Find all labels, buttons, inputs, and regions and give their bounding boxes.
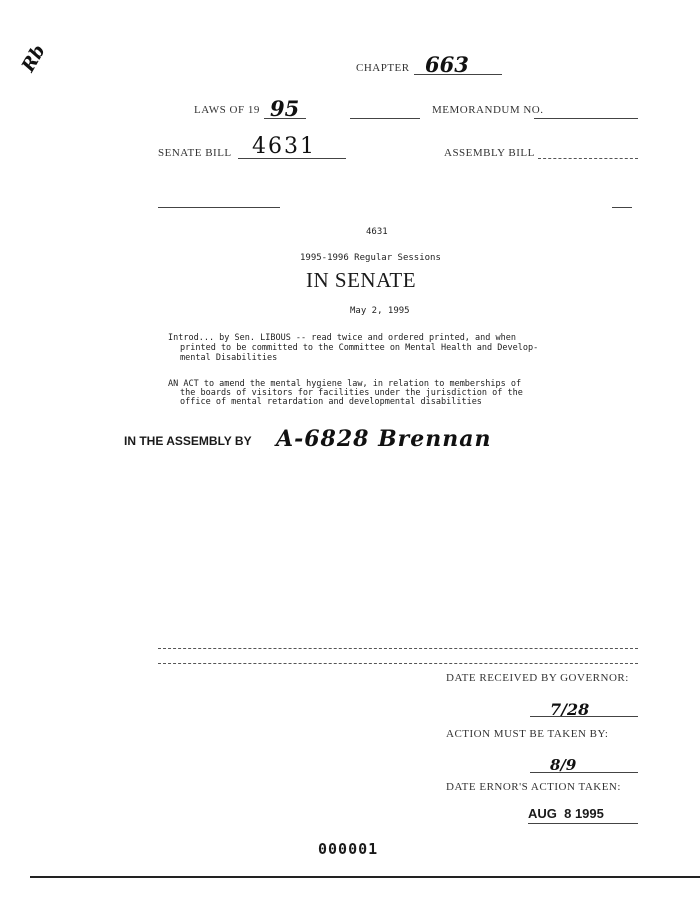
action-underline — [530, 772, 638, 773]
date-received-underline — [530, 716, 638, 717]
senate-bill-value: 4631 — [252, 134, 316, 159]
senate-bill-label: SENATE BILL — [158, 147, 232, 159]
assembly-bill-label: ASSEMBLY BILL — [444, 147, 535, 159]
assembly-handwritten: A-6828 Brennan — [276, 426, 492, 452]
intro-line-1: Introd... by Sen. LIBOUS -- read twice and ordered printed, and when — [168, 333, 516, 343]
action-label: ACTION MUST BE TAKEN BY: — [446, 728, 609, 740]
sessions: 1995-1996 Regular Sessions — [300, 253, 441, 263]
date-taken-value: AUG 8 1995 — [528, 806, 604, 821]
intro-line-2: printed to be committed to the Committee on Mental Health and Develop- — [180, 343, 539, 353]
act-line-3: office of mental retardation and developmental disabilities — [180, 397, 482, 407]
act-line-2: the boards of visitors for facilities under the jurisdiction of the — [180, 388, 523, 398]
chamber-title: IN SENATE — [306, 268, 417, 292]
date-received-value: 7/28 — [550, 700, 590, 719]
laws-label: LAWS OF 19 — [194, 104, 260, 116]
corner-mark: Rb — [17, 41, 50, 76]
bottom-edge-rule — [30, 876, 700, 878]
date-taken-underline — [528, 823, 638, 824]
senate-bill-underline — [238, 158, 346, 159]
memo-underline — [534, 118, 638, 119]
bill-date: May 2, 1995 — [350, 306, 410, 316]
act-line-1: AN ACT to amend the mental hygiene law, in relation to memberships of — [168, 379, 522, 389]
doc-number: 000001 — [318, 840, 379, 858]
action-value: 8/9 — [550, 756, 577, 774]
laws-value: 95 — [270, 96, 300, 121]
upper-right-rule — [612, 207, 632, 208]
chapter-label: CHAPTER — [356, 62, 410, 74]
memo-label: MEMORANDUM NO. — [432, 104, 544, 116]
laws-underline — [264, 118, 306, 119]
lower-rule-1 — [158, 648, 638, 649]
lower-rule-2 — [158, 663, 638, 664]
assembly-label: IN THE ASSEMBLY BY — [124, 434, 252, 448]
date-taken-label: DATE ERNOR'S ACTION TAKEN: — [446, 781, 621, 793]
chapter-underline — [414, 74, 502, 75]
chapter-value: 663 — [425, 52, 469, 77]
bill-number: 4631 — [366, 227, 388, 237]
upper-left-rule — [158, 207, 280, 208]
laws-extra-underline — [350, 118, 420, 119]
intro-line-3: mental Disabilities — [180, 353, 278, 363]
assembly-bill-underline — [538, 158, 638, 159]
date-received-label: DATE RECEIVED BY GOVERNOR: — [446, 672, 629, 684]
